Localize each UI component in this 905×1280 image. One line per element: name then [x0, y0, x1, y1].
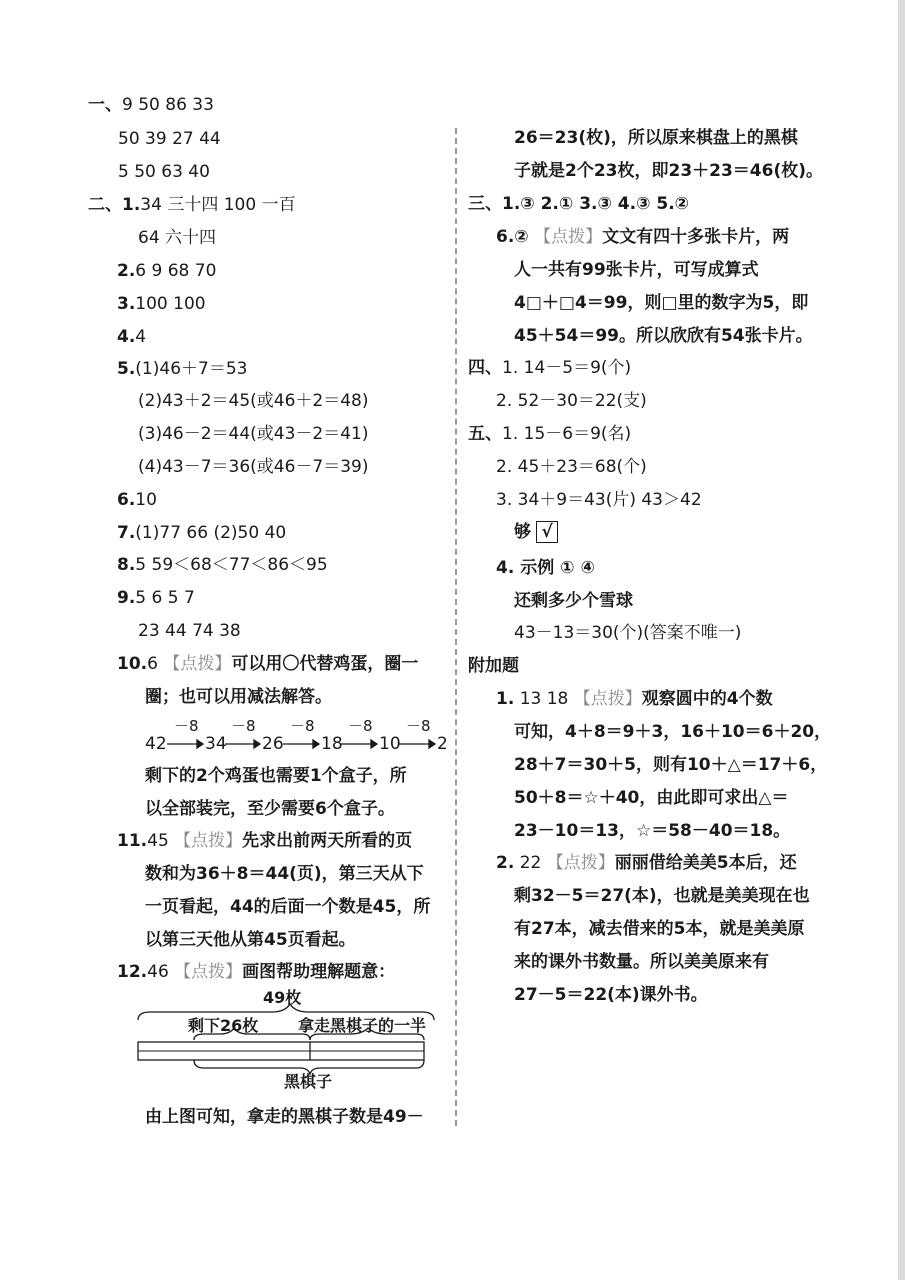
s2-q1-row-1: 二、1.34 三十四 100 一百	[88, 195, 296, 215]
extra-q2-line-5: 27－5＝22(本)课外书。	[514, 985, 708, 1005]
s2-q11-line-3: 一页看起，44的后面一个数是45，所	[145, 897, 431, 917]
s5-q4-line-2: 还剩多少个雪球	[514, 591, 633, 611]
chain-operator: －8	[406, 717, 431, 735]
extra-q2-line-2: 剩32－5＝27(本)，也就是美美现在也	[514, 886, 810, 906]
chain-arrow-head	[313, 740, 319, 748]
s3-q6-line-2: 人一共有99张卡片，可写成算式	[514, 260, 759, 280]
s2-q11-line-1: 11.45 【点拨】先求出前两天所看的页	[117, 831, 413, 851]
extra-q1-line-1: 1. 13 18 【点拨】观察圆中的4个数	[496, 689, 773, 709]
chain-number: 18	[321, 734, 343, 754]
s2-q5-line-2: (2)43＋2＝45(或46＋2＝48)	[138, 391, 369, 411]
diagram-left-label: 剩下26枚	[188, 1016, 259, 1035]
chain-operator: －8	[174, 717, 199, 735]
diagram-bottom-label: 黑棋子	[284, 1072, 333, 1091]
s2-q10-line-1: 10.6 【点拨】可以用〇代替鸡蛋，圈一	[117, 654, 419, 674]
check-mark-box: √	[536, 521, 557, 543]
s5-q4-line-3: 43－13＝30(个)(答案不唯一)	[514, 623, 742, 643]
extra-q2-line-1: 2. 22 【点拨】丽丽借给美美5本后，还	[496, 853, 797, 873]
s2-q9-row-2: 23 44 74 38	[138, 621, 241, 641]
s2-q5-line-3: (3)46－2＝44(或43－2＝41)	[138, 424, 369, 444]
hint-tag: 【点拨】	[546, 853, 615, 873]
chain-number: 26	[262, 734, 284, 754]
extra-q1-line-4: 50＋8＝☆＋40，由此即可求出△＝	[514, 788, 789, 808]
section-1-row-1: 一、9 50 86 33	[88, 95, 214, 115]
s3-q6-line-3: 4□＋□4＝99，则□里的数字为5，即	[514, 293, 809, 313]
chain-number: 10	[379, 734, 401, 754]
s3-q6-line-1: 6.② 【点拨】文文有四十多张卡片，两	[496, 227, 790, 247]
extra-title: 附加题	[468, 656, 519, 676]
chain-number: 2	[437, 734, 448, 754]
chess-piece-diagram	[130, 990, 450, 1090]
chain-arrow-head	[429, 740, 435, 748]
s2-q5-line-1: 5.(1)46＋7＝53	[117, 359, 248, 379]
s2-q2: 2.6 9 68 70	[117, 261, 217, 281]
chain-arrow-head	[254, 740, 260, 748]
hint-tag: 【点拨】	[573, 689, 642, 709]
s2-q7: 7.(1)77 66 (2)50 40	[117, 523, 287, 543]
continuation-line-2: 子就是2个23枚，即23＋23＝46(枚)。	[514, 161, 823, 181]
s2-q11-line-4: 以第三天他从第45页看起。	[145, 930, 356, 950]
s3-q6-line-4: 45＋54＝99。所以欣欣有54张卡片。	[514, 326, 813, 346]
chain-operator: －8	[290, 717, 315, 735]
chain-operator: －8	[231, 717, 256, 735]
diagram-right-label: 拿走黑棋子的一半	[298, 1016, 427, 1035]
s2-q6: 6.10	[117, 490, 157, 510]
subtraction-arrow-chain	[145, 717, 450, 760]
extra-q2-line-3: 有27本，减去借来的5本，就是美美原	[514, 919, 805, 939]
s2-q10-line-3: 剩下的2个鸡蛋也需要1个盒子，所	[145, 766, 407, 786]
chain-number: 42	[145, 734, 167, 754]
s2-q10-line-2: 圈；也可以用减法解答。	[145, 687, 332, 707]
s2-q10-line-4: 以全部装完，至少需要6个盒子。	[145, 799, 395, 819]
s2-q8: 8.5 59＜68＜77＜86＜95	[117, 555, 328, 575]
s2-q3: 3.100 100	[117, 294, 206, 314]
s5-q2: 2. 45＋23＝68(个)	[496, 457, 647, 477]
s5-q4-line-1: 4. 示例 ① ④	[496, 558, 595, 578]
s3-row: 三、1.③ 2.① 3.③ 4.③ 5.②	[468, 194, 690, 214]
extra-q1-line-2: 可知，4＋8＝9＋3，16＋10＝6＋20，	[514, 722, 832, 742]
s4-q2: 2. 52－30＝22(支)	[496, 391, 647, 411]
chain-operator: －8	[348, 717, 373, 735]
hint-tag: 【点拨】	[174, 962, 243, 982]
s2-q12-line-1: 12.46 【点拨】画图帮助理解题意：	[117, 962, 396, 982]
page-edge	[898, 0, 905, 1280]
hint-tag: 【点拨】	[534, 227, 603, 247]
s2-q12-line-2: 由上图可知，拿走的黑棋子数是49－	[145, 1107, 424, 1127]
section-1-row-3: 5 50 63 40	[118, 162, 210, 182]
s5-q3-enough: 够 √	[514, 521, 558, 543]
s2-q1-row-2: 64 六十四	[138, 228, 217, 248]
s5-q1: 五、1. 15－6＝9(名)	[468, 424, 632, 444]
chain-arrow-head	[197, 740, 203, 748]
continuation-line-1: 26＝23(枚)，所以原来棋盘上的黑棋	[514, 128, 798, 148]
chain-arrow-head	[371, 740, 377, 748]
section-1-row-2: 50 39 27 44	[118, 129, 221, 149]
s2-q9-row-1: 9.5 6 5 7	[117, 588, 195, 608]
s4-q1: 四、1. 14－5＝9(个)	[468, 358, 632, 378]
column-divider	[455, 128, 457, 1126]
s5-q3: 3. 34＋9＝43(片) 43＞42	[496, 490, 702, 510]
hint-tag: 【点拨】	[163, 654, 232, 674]
extra-q1-line-3: 28＋7＝30＋5，则有10＋△＝17＋6，	[514, 755, 828, 775]
s2-q4: 4.4	[117, 327, 147, 347]
diagram-total-label: 49枚	[263, 988, 302, 1007]
chain-number: 34	[205, 734, 227, 754]
s2-q5-line-4: (4)43－7＝36(或46－7＝39)	[138, 457, 369, 477]
extra-q1-line-5: 23－10＝13，☆＝58－40＝18。	[514, 821, 791, 841]
hint-tag: 【点拨】	[174, 831, 243, 851]
extra-q2-line-4: 来的课外书数量。所以美美原来有	[514, 952, 769, 972]
s2-q11-line-2: 数和为36＋8＝44(页)，第三天从下	[145, 864, 424, 884]
